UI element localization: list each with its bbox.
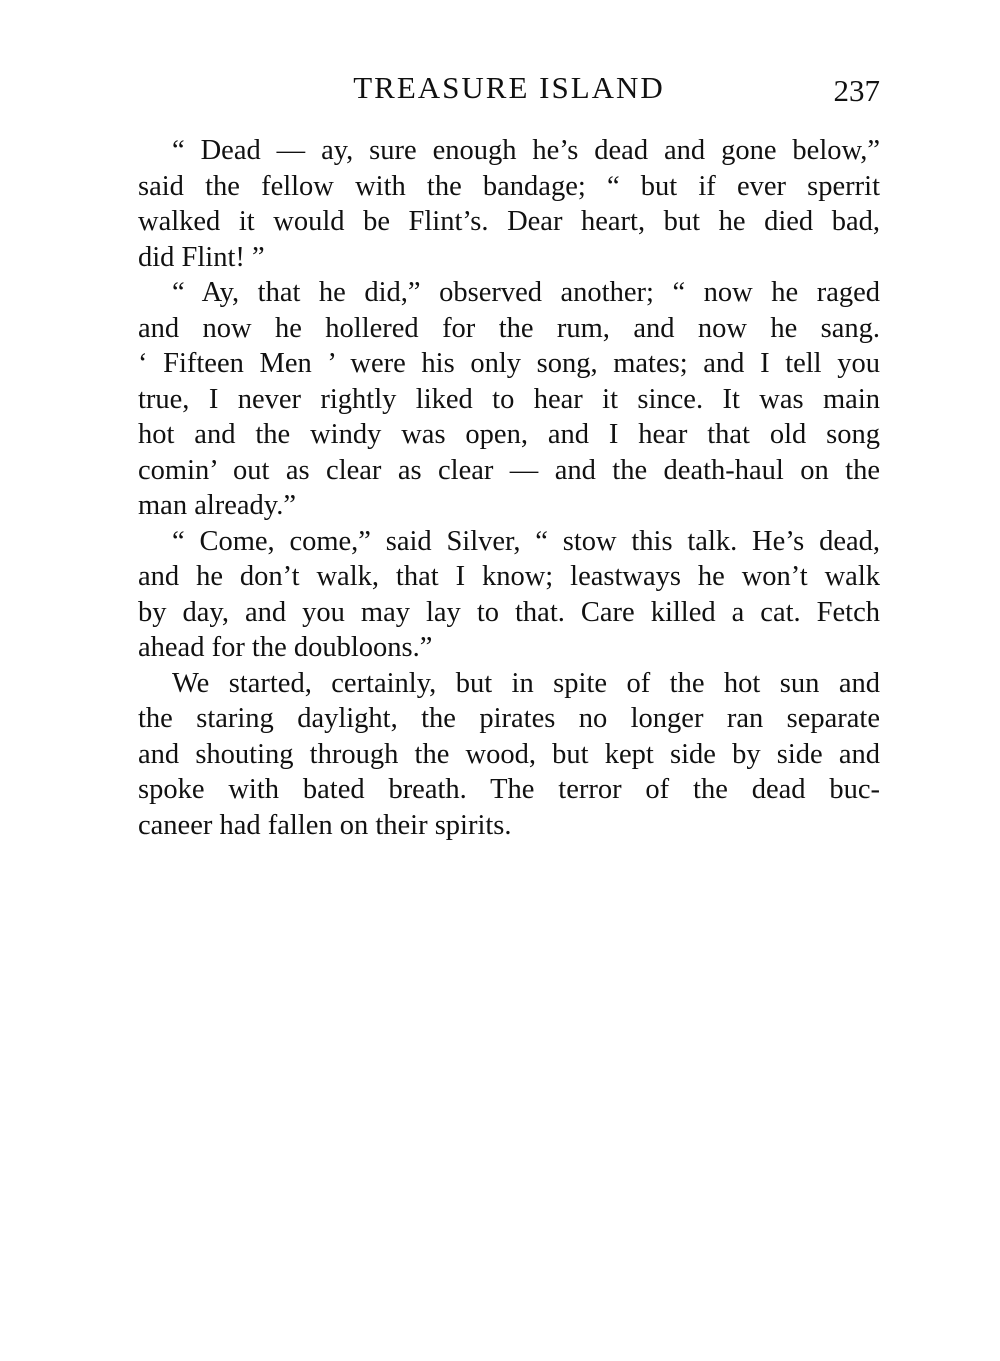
text-line: did Flint! ” — [138, 241, 265, 273]
paragraph-1 — [138, 133, 880, 275]
text-line: hot and the windy was open, and I hear that old song — [138, 419, 880, 450]
text-line: ahead for the doubloons.” — [138, 632, 433, 663]
text-line: caneer had fallen on their spirits. — [138, 809, 512, 841]
text-line: “ Dead — ay, sure enough he’s dead and gone below,” — [172, 135, 880, 166]
text-line: comin’ out as clear as clear — and the death-haul on the — [138, 454, 880, 486]
text-line: walked it would be Flint’s. Dear heart, but he died bad, — [138, 206, 880, 237]
paragraph-3 — [138, 524, 880, 666]
text-line: spoke with bated breath. The terror of the dead buc- — [138, 774, 880, 805]
page-number: 237 — [833, 73, 880, 108]
paragraph-4 — [138, 666, 880, 844]
text-line: “ Come, come,” said Silver, “ stow this talk. He’s dead, — [172, 525, 880, 557]
text-line: the staring daylight, the pirates no longer ran separate — [138, 703, 880, 734]
text-line: “ Ay, that he did,” observed another; “ now he raged — [172, 277, 880, 308]
text-line: and now he hollered for the rum, and now he sang. — [138, 312, 880, 344]
text-line: We started, certainly, but in spite of the hot sun and — [172, 667, 880, 699]
text-line: said the fellow with the bandage; “ but if ever sperrit — [138, 170, 880, 202]
text-line: and he don’t walk, that I know; leastways he won’t walk — [138, 561, 880, 592]
text-line: by day, and you may lay to that. Care killed a cat. Fetch — [138, 596, 880, 628]
running-head — [138, 68, 880, 108]
text-line: true, I never rightly liked to hear it since. It was main — [138, 383, 880, 415]
text-line: ‘ Fifteen Men ’ were his only song, mates; and I tell you — [138, 348, 880, 379]
body-text — [138, 133, 880, 843]
text-line: man already.” — [138, 490, 296, 521]
text-line: and shouting through the wood, but kept side by side and — [138, 738, 880, 770]
paragraph-2 — [138, 275, 880, 524]
running-title: TREASURE ISLAND — [353, 70, 665, 105]
